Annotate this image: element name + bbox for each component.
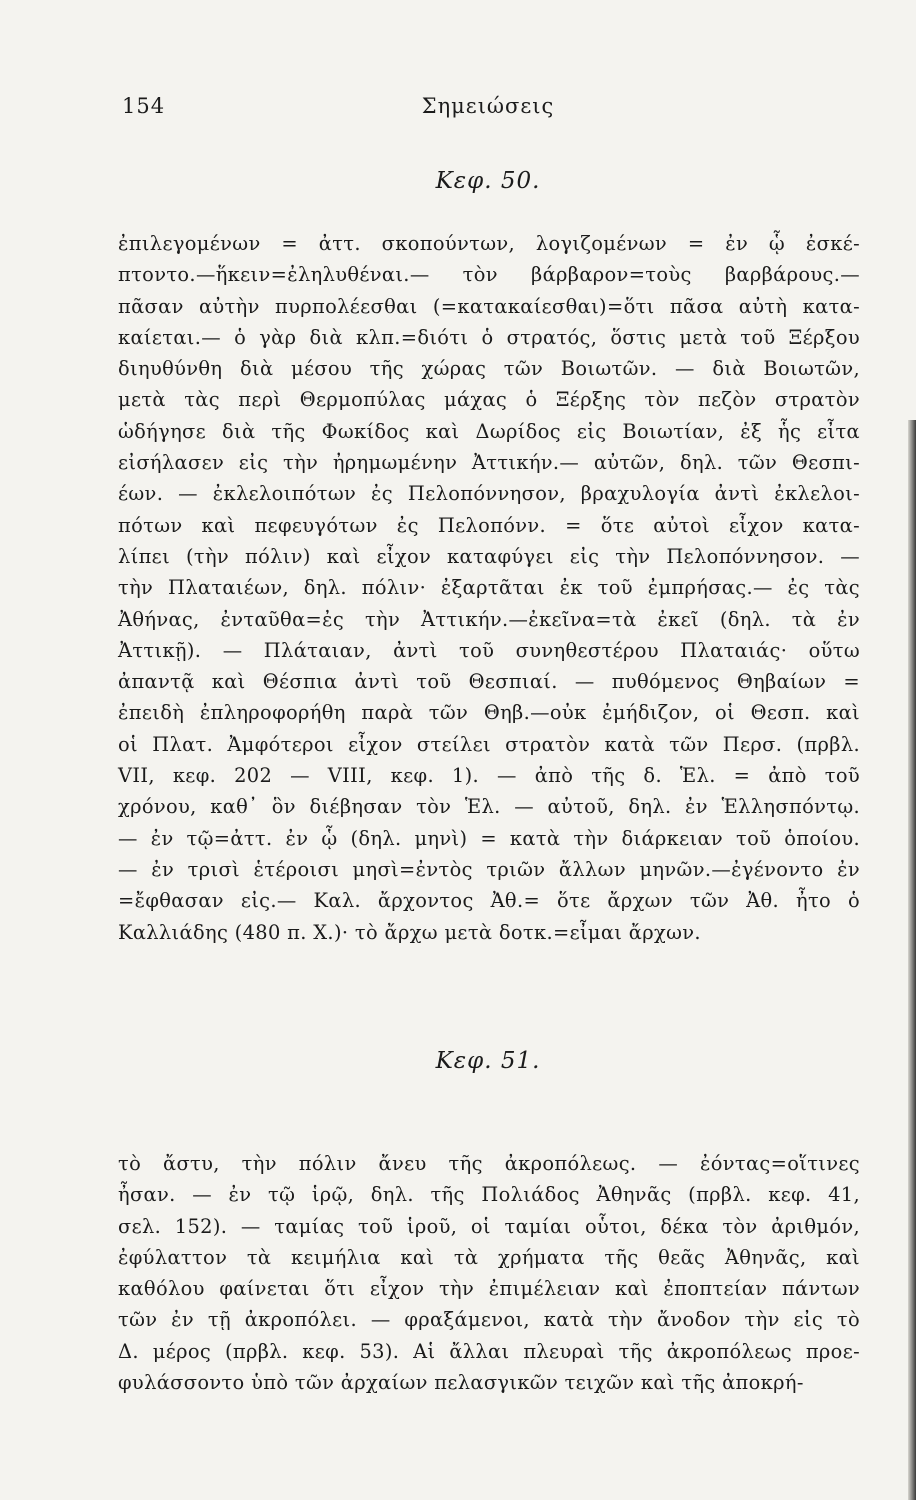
text-line: σελ. 152). — ταμίας τοῦ ἱροῦ, οἱ ταμίαι οὗτοι, δέκα τὸν ἀριθμόν, bbox=[118, 1214, 860, 1238]
section-body-50 bbox=[118, 228, 860, 948]
text-line: καίεται.— ὁ γὰρ διὰ κλπ.=διότι ὁ στρατός, ὅστις μετὰ τοῦ Ξέρξου bbox=[118, 325, 860, 349]
text-line: — ἐν τρισὶ ἑτέροισι μησὶ=ἐντὸς τριῶν ἄλλων μηνῶν.—ἐγένοντο ἐν bbox=[118, 857, 860, 881]
chapter-heading-51: Κεφ. 51. bbox=[435, 1048, 541, 1074]
text-line: φυλάσσοντο ὑπὸ τῶν ἀρχαίων πελασγικῶν τειχῶν καὶ τῆς ἀποκρή- bbox=[118, 1371, 804, 1395]
text-line: τὴν Πλαταιέων, δηλ. πόλιν· ἐξαρτᾶται ἐκ τοῦ ἐμπρήσας.— ἐς τὰς bbox=[118, 576, 860, 600]
text-line: ἐπειδὴ ἐπληροφορήθη παρὰ τῶν Θηβ.—οὐκ ἐμήδιζον, οἱ Θεσπ. καὶ bbox=[118, 701, 860, 725]
text-line: οἱ Πλατ. Ἀμφότεροι εἶχον στείλει στρατὸν κατὰ τῶν Περσ. (πρβλ. bbox=[118, 732, 860, 756]
section-body-51 bbox=[118, 1148, 860, 1398]
text-line: πᾶσαν αὐτὴν πυρπολέεσθαι (=κατακαίεσθαι)=ὅτι πᾶσα αὐτὴ κατα- bbox=[118, 294, 860, 318]
text-line: VII, κεφ. 202 — VIII, κεφ. 1). — ἀπὸ τῆς δ. Ἑλ. = ἀπὸ τοῦ bbox=[118, 764, 860, 788]
text-line: καθόλου φαίνεται ὅτι εἶχον τὴν ἐπιμέλειαν καὶ ἐποπτείαν πάντων bbox=[118, 1277, 860, 1301]
text-line: ἐφύλαττον τὰ κειμήλια καὶ τὰ χρήματα τῆς θεᾶς Ἀθηνᾶς, καὶ bbox=[118, 1245, 860, 1269]
text-line: έων. — ἐκλελοιπότων ἐς Πελοπόννησον, βραχυλογία ἀντὶ ἐκλελοι- bbox=[118, 482, 860, 506]
text-line: μετὰ τὰς περὶ Θερμοπύλας μάχας ὁ Ξέρξης τὸν πεζὸν στρατὸν bbox=[118, 388, 860, 412]
text-line: Δ. μέρος (πρβλ. κεφ. 53). Αἱ ἄλλαι πλευραὶ τῆς ἀκροπόλεως προε- bbox=[118, 1339, 860, 1363]
running-title: Σημειώσεις bbox=[421, 94, 555, 118]
running-head bbox=[118, 94, 858, 124]
page-number: 154 bbox=[122, 94, 166, 118]
chapter-heading-50: Κεφ. 50. bbox=[435, 168, 541, 194]
text-line: — ἐν τῷ=ἀττ. ἐν ᾧ (δηλ. μηνὶ) = κατὰ τὴν διάρκειαν τοῦ ὁποίου. bbox=[118, 826, 860, 850]
text-line: λίπει (τὴν πόλιν) καὶ εἶχον καταφύγει εἰς τὴν Πελοπόννησον. — bbox=[118, 544, 860, 568]
text-line: ἀπαντᾷ καὶ Θέσπια ἀντὶ τοῦ Θεσπιαί. — πυθόμενος Θηβαίων = bbox=[118, 670, 860, 694]
text-line: πότων καὶ πεφευγότων ἐς Πελοπόνν. = ὅτε αὐτοὶ εἶχον κατα- bbox=[118, 513, 860, 537]
text-line: ἦσαν. — ἐν τῷ ἱρῷ, δηλ. τῆς Πολιάδος Ἀθηνᾶς (πρβλ. κεφ. 41, bbox=[118, 1183, 860, 1207]
text-line: διηυθύνθη διὰ μέσου τῆς χώρας τῶν Βοιωτῶν. — διὰ Βοιωτῶν, bbox=[118, 357, 860, 381]
text-line: ἐπιλεγομένων = ἀττ. σκοπούντων, λογιζομένων = ἐν ᾧ ἐσκέ- bbox=[118, 232, 860, 255]
text-line: Ἀττικῇ). — Πλάταιαν, ἀντὶ τοῦ συνηθεστέρου Πλαταιάς· οὕτω bbox=[118, 638, 860, 662]
text-line: πτοντο.—ἥκειν=ἐληλυθέναι.— τὸν βάρβαρον=τοὺς βαρβάρους.— bbox=[118, 263, 860, 287]
text-line: ὡδήγησε διὰ τῆς Φωκίδος καὶ Δωρίδος εἰς Βοιωτίαν, ἐξ ἧς εἶτα bbox=[118, 419, 860, 443]
text-line: τῶν ἐν τῇ ἀκροπόλει. — φραξάμενοι, κατὰ τὴν ἄνοδον τὴν εἰς τὸ bbox=[118, 1308, 860, 1332]
text-line: Καλλιάδης (480 π. Χ.)· τὸ ἄρχω μετὰ δοτκ.=εἶμαι ἄρχων. bbox=[118, 920, 701, 944]
text-line: =ἔφθασαν εἰς.— Καλ. ἄρχοντος Ἀθ.= ὅτε ἄρχων τῶν Ἀθ. ἦτο ὁ bbox=[118, 889, 860, 913]
book-spine-shadow bbox=[908, 420, 916, 1500]
text-line: Ἀθήνας, ἐνταῦθα=ἐς τὴν Ἀττικήν.—ἐκεῖνα=τὰ ἐκεῖ (δηλ. τὰ ἐν bbox=[118, 607, 860, 631]
text-line: εἰσήλασεν εἰς τὴν ἠρημωμένην Ἀττικήν.— αὐτῶν, δηλ. τῶν Θεσπι- bbox=[118, 451, 860, 475]
text-line: χρόνου, καθ᾽ ὃν διέβησαν τὸν Ἑλ. — αὐτοῦ, δηλ. ἐν Ἑλλησπόντῳ. bbox=[118, 795, 860, 819]
text-line: τὸ ἄστυ, τὴν πόλιν ἄνευ τῆς ἀκροπόλεως. — ἐόντας=οἵτινες bbox=[118, 1152, 860, 1175]
